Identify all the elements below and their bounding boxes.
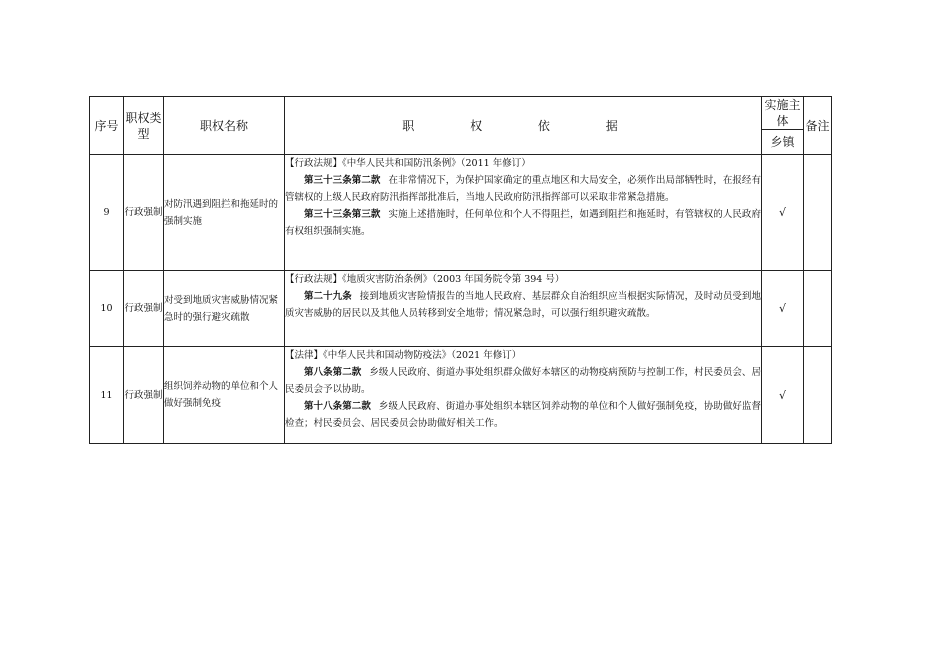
header-row bbox=[90, 97, 832, 130]
clause-text: 乡级人民政府、街道办事处组织群众做好本辖区的动物疫病预防与控制工作，村民委员会、居民委员会予以协助。 bbox=[285, 367, 761, 395]
row-type: 行政强制 bbox=[124, 271, 164, 347]
clause-article: 第十八条第二款 bbox=[304, 401, 371, 412]
authority-table bbox=[89, 96, 832, 444]
header-subject: 实施主体 bbox=[762, 97, 804, 130]
row-type: 行政强制 bbox=[124, 155, 164, 271]
basis-clause bbox=[285, 288, 761, 322]
row-basis bbox=[285, 271, 762, 347]
clause-text: 乡级人民政府、街道办事处组织本辖区饲养动物的单位和个人做好强制免疫，协助做好监督检查；村民委员会、居民委员会协助做好相关工作。 bbox=[285, 401, 761, 429]
header-type: 职权类型 bbox=[124, 97, 164, 155]
row-index: 10 bbox=[90, 271, 124, 347]
clause-article: 第三十三条第三款 bbox=[304, 209, 381, 220]
row-index: 11 bbox=[90, 347, 124, 444]
row-note bbox=[804, 347, 832, 444]
basis-clause bbox=[285, 206, 761, 240]
clause-text: 实施上述措施时，任何单位和个人不得阻拦，如遇到阻拦和拖延时，有管辖权的人民政府有权组织强制实施。 bbox=[285, 209, 761, 237]
clause-article: 第三十三条第二款 bbox=[304, 175, 381, 186]
row-name: 对受到地质灾害威胁情况紧急时的强行避灾疏散 bbox=[164, 271, 285, 347]
header-name: 职权名称 bbox=[164, 97, 285, 155]
basis-source: 【行政法规】《地质灾害防治条例》（2003 年国务院令第 394 号） bbox=[285, 274, 565, 285]
table-row bbox=[90, 271, 832, 347]
clause-article: 第二十九条 bbox=[304, 291, 352, 302]
check-mark: √ bbox=[762, 155, 804, 271]
basis-clause bbox=[285, 398, 761, 432]
check-mark: √ bbox=[762, 347, 804, 444]
row-name: 组织饲养动物的单位和个人做好强制免疫 bbox=[164, 347, 285, 444]
basis-clause bbox=[285, 172, 761, 206]
basis-source: 【行政法规】《中华人民共和国防汛条例》（2011 年修订） bbox=[285, 158, 531, 169]
row-note bbox=[804, 155, 832, 271]
clause-article: 第八条第二款 bbox=[304, 367, 362, 378]
row-basis bbox=[285, 155, 762, 271]
table-row bbox=[90, 155, 832, 271]
row-basis bbox=[285, 347, 762, 444]
table-row bbox=[90, 347, 832, 444]
check-mark: √ bbox=[762, 271, 804, 347]
clause-text: 接到地质灾害险情报告的当地人民政府、基层群众自治组织应当根据实际情况，及时动员受到地质灾害威胁的居民以及其他人员转移到安全地带；情况紧急时，可以强行组织避灾疏散。 bbox=[285, 291, 761, 319]
header-basis: 职 权 依 据 bbox=[285, 97, 762, 155]
header-note: 备注 bbox=[804, 97, 832, 155]
basis-clause bbox=[285, 364, 761, 398]
header-index: 序号 bbox=[90, 97, 124, 155]
row-type: 行政强制 bbox=[124, 347, 164, 444]
header-township: 乡镇 bbox=[762, 130, 804, 155]
clause-text: 在非常情况下，为保护国家确定的重点地区和大局安全，必须作出局部牺牲时，在报经有管辖权的上级人民政府防汛指挥部批准后，当地人民政府防汛指挥部可以采取非常紧急措施。 bbox=[285, 175, 761, 203]
row-index: 9 bbox=[90, 155, 124, 271]
basis-source: 【法律】《中华人民共和国动物防疫法》（2021 年修订） bbox=[285, 350, 522, 361]
row-name: 对防汛遇到阻拦和拖延时的强制实施 bbox=[164, 155, 285, 271]
row-note bbox=[804, 271, 832, 347]
